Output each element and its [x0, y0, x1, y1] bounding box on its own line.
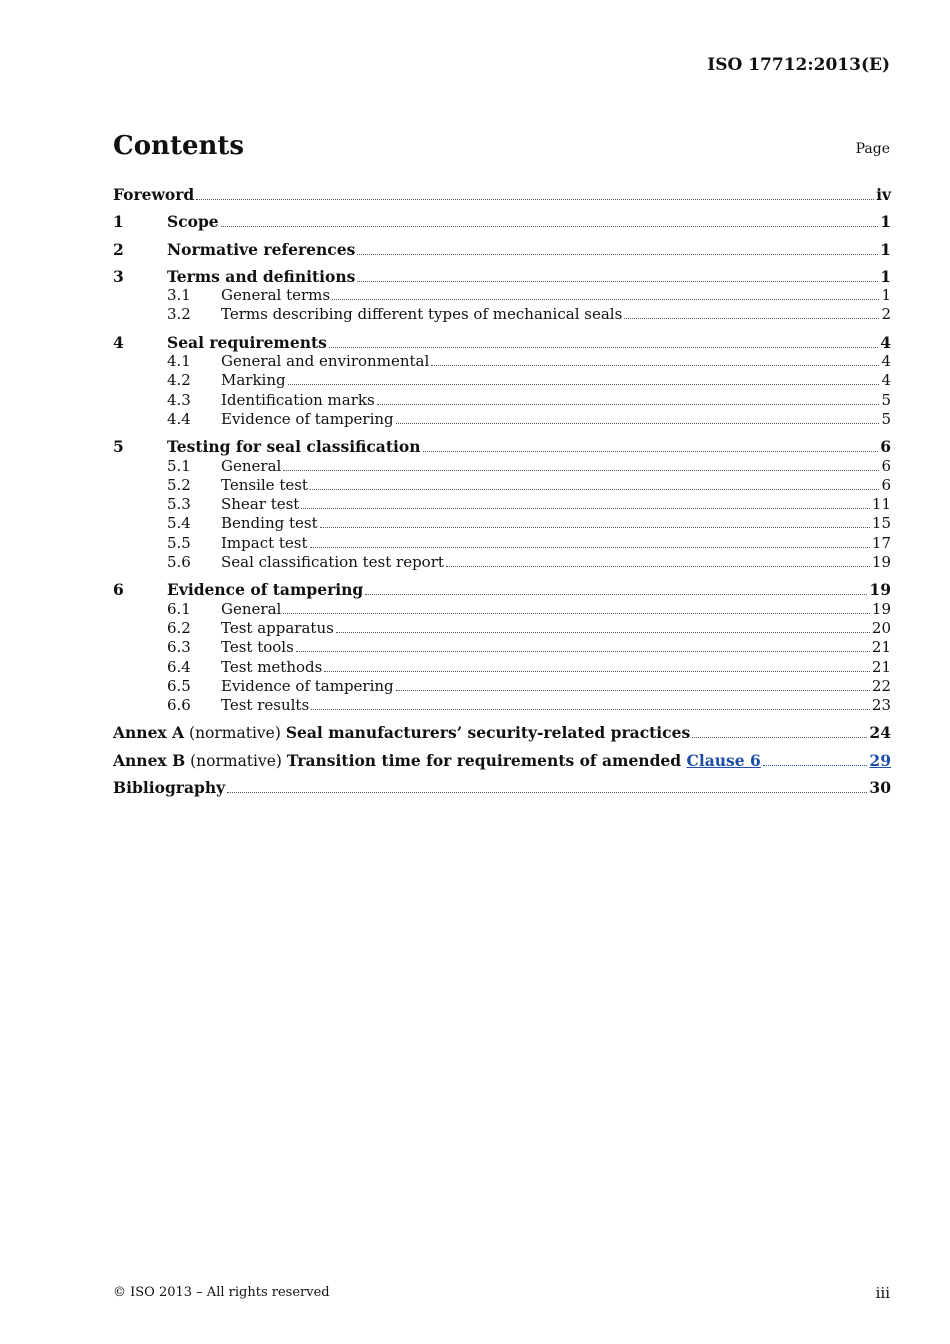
dot-leader: [283, 470, 879, 471]
toc-title: Evidence of tampering: [221, 676, 394, 695]
annex-a-label: Annex A: [113, 723, 185, 743]
toc-subentry[interactable]: [113, 658, 891, 677]
toc-title: Identification marks: [221, 390, 375, 409]
toc-page: 21: [871, 638, 891, 657]
dot-leader: [332, 299, 879, 300]
toc-title: General and environmental: [221, 352, 430, 371]
dot-leader: [296, 651, 870, 652]
toc-number: 4.2: [167, 371, 191, 390]
toc-page: 4: [881, 352, 891, 371]
toc-page: 15: [871, 514, 891, 533]
toc-entry-bibliography[interactable]: [113, 778, 891, 797]
copyright-notice: © ISO 2013 – All rights reserved: [113, 1285, 330, 1300]
toc-title: General: [221, 456, 282, 475]
toc-number: 6.3: [167, 638, 191, 657]
annex-b-kind: (normative): [185, 751, 287, 770]
toc-number: 5.3: [167, 495, 191, 514]
dot-leader: [320, 527, 870, 528]
toc-title: Test results: [221, 696, 310, 715]
dot-leader: [446, 566, 870, 567]
toc-number: 6: [113, 580, 124, 600]
dot-leader: [324, 671, 870, 672]
toc-title: Test methods: [221, 657, 323, 676]
toc-title: Shear test: [221, 495, 300, 514]
toc-title: Tensile test: [221, 475, 308, 494]
contents-heading: Contents: [113, 131, 245, 161]
toc-page: 5: [881, 409, 891, 428]
bibliography-title: Bibliography: [113, 778, 226, 798]
toc-title: Marking: [221, 371, 286, 390]
toc-number: 4: [113, 332, 124, 352]
toc-number: 5.4: [167, 514, 191, 533]
bibliography-page: 30: [869, 778, 891, 798]
toc-subentry[interactable]: [113, 352, 891, 371]
toc-page: 19: [871, 553, 891, 572]
toc-page: iv: [876, 185, 891, 204]
dot-leader: [227, 792, 867, 793]
toc-number: 4.1: [167, 352, 191, 371]
toc-groups: [113, 185, 891, 715]
dot-leader: [329, 347, 878, 348]
toc-subentry[interactable]: [113, 553, 891, 572]
annex-b-title: Transition time for requirements of amended: [286, 750, 687, 770]
toc-page: 6: [881, 475, 891, 494]
toc-number: 6.1: [167, 599, 191, 618]
toc-title: Terms describing different types of mechanical seals: [221, 305, 623, 324]
toc-page: 5: [881, 390, 891, 409]
toc-entry[interactable]: [113, 240, 891, 259]
clause-6-link[interactable]: Clause 6: [686, 750, 761, 770]
toc-entry[interactable]: [113, 267, 891, 286]
toc-subentry[interactable]: [113, 305, 891, 324]
dot-leader: [624, 318, 879, 319]
toc-page: 19: [869, 580, 891, 600]
toc-group: [113, 212, 891, 231]
toc-bibliography: [113, 778, 891, 797]
dot-leader: [396, 423, 880, 424]
toc-title: Test tools: [221, 638, 294, 657]
dot-leader: [423, 451, 879, 452]
toc-page: 19: [871, 599, 891, 618]
dot-leader: [692, 737, 867, 738]
toc-subentry[interactable]: [113, 495, 891, 514]
dot-leader: [301, 508, 870, 509]
toc-page: 20: [871, 618, 891, 637]
toc-page: 1: [880, 266, 891, 286]
toc-title: Seal requirements: [167, 332, 327, 352]
toc-subentry[interactable]: [113, 534, 891, 553]
toc-number: 2: [113, 239, 124, 259]
annex-a-kind: (normative): [184, 724, 286, 743]
toc-page: 11: [871, 495, 891, 514]
dot-leader: [221, 226, 879, 227]
toc-title: Seal classification test report: [221, 553, 444, 572]
toc-entry[interactable]: [113, 580, 891, 599]
toc-page: 1: [880, 212, 891, 232]
toc-group: [113, 437, 891, 572]
toc-title: Scope: [167, 212, 219, 232]
toc-number: 3.1: [167, 286, 191, 305]
toc-page: 2: [881, 305, 891, 324]
page-column-label: Page: [855, 141, 890, 157]
toc-subentry[interactable]: [113, 286, 891, 305]
toc-group: [113, 580, 891, 715]
dot-leader: [196, 199, 874, 200]
toc-title: Evidence of tampering: [221, 409, 394, 428]
toc-subentry[interactable]: [113, 371, 891, 390]
dot-leader: [377, 404, 880, 405]
annex-a-page: 24: [869, 723, 891, 743]
toc-page: 21: [871, 657, 891, 676]
toc-group: [113, 333, 891, 429]
annex-b-label: Annex B: [113, 750, 186, 770]
toc-page: 1: [881, 286, 891, 305]
annex-a-title: Seal manufacturers’ security-related practices: [285, 723, 691, 743]
toc-page: 6: [880, 437, 891, 457]
toc-subentry[interactable]: [113, 600, 891, 619]
toc-page: 23: [871, 696, 891, 715]
toc-page: 1: [880, 239, 891, 259]
dot-leader: [283, 613, 870, 614]
toc-entry[interactable]: [113, 333, 891, 352]
toc-number: 4.3: [167, 390, 191, 409]
dot-leader: [357, 281, 878, 282]
toc-number: 6.5: [167, 676, 191, 695]
dot-leader: [431, 365, 879, 366]
toc-number: 6.6: [167, 696, 191, 715]
toc-annex-b: [113, 751, 891, 770]
annex-b-page-link[interactable]: 29: [869, 750, 891, 770]
toc-subentry[interactable]: [113, 638, 891, 657]
toc-title: Test apparatus: [221, 618, 334, 637]
toc-number: 4.4: [167, 409, 191, 428]
toc-subentry[interactable]: [113, 619, 891, 638]
toc-annex-a: [113, 723, 891, 742]
toc-title: General: [221, 599, 282, 618]
toc-number: 5.5: [167, 533, 191, 552]
toc-subentry[interactable]: [113, 457, 891, 476]
toc-page: 4: [881, 371, 891, 390]
toc-title: Terms and definitions: [167, 266, 356, 286]
page-number: iii: [875, 1284, 890, 1302]
toc-subentry[interactable]: [113, 696, 891, 715]
toc-page: 4: [880, 332, 891, 352]
document-id: ISO 17712:2013(E): [707, 55, 890, 75]
toc-title: Normative references: [167, 239, 356, 259]
dot-leader: [365, 594, 867, 595]
toc-number: 5.6: [167, 553, 191, 572]
toc-group: [113, 185, 891, 204]
dot-leader: [357, 254, 878, 255]
toc-group: [113, 267, 891, 325]
toc-title: General terms: [221, 286, 331, 305]
toc-subentry[interactable]: [113, 476, 891, 495]
toc-number: 6.4: [167, 657, 191, 676]
toc-number: 3: [113, 266, 124, 286]
toc-title: Foreword: [113, 185, 195, 204]
toc-entry[interactable]: [113, 437, 891, 456]
dot-leader: [763, 765, 868, 766]
toc-entry-annex-a[interactable]: [113, 723, 891, 742]
toc-page: 6: [881, 456, 891, 475]
dot-leader: [288, 384, 880, 385]
toc-number: 6.2: [167, 618, 191, 637]
toc-subentry[interactable]: [113, 677, 891, 696]
toc-entry[interactable]: [113, 212, 891, 231]
dot-leader: [396, 690, 870, 691]
dot-leader: [310, 547, 870, 548]
toc-number: 5.2: [167, 475, 191, 494]
toc-entry[interactable]: [113, 185, 891, 204]
toc-title: Testing for seal classification: [167, 437, 421, 457]
toc-subentry[interactable]: [113, 514, 891, 533]
toc-title: Impact test: [221, 533, 308, 552]
toc-subentry[interactable]: [113, 410, 891, 429]
dot-leader: [336, 632, 870, 633]
dot-leader: [310, 489, 880, 490]
toc-title: Bending test: [221, 514, 318, 533]
toc-number: 5.1: [167, 456, 191, 475]
toc-group: [113, 240, 891, 259]
dot-leader: [311, 709, 870, 710]
toc-subentry[interactable]: [113, 391, 891, 410]
toc-page: 22: [871, 676, 891, 695]
toc-page: 17: [871, 533, 891, 552]
toc-entry-annex-b[interactable]: [113, 751, 891, 770]
table-of-contents: [113, 185, 891, 805]
toc-number: 3.2: [167, 305, 191, 324]
toc-number: 5: [113, 437, 124, 457]
toc-number: 1: [113, 212, 124, 232]
toc-title: Evidence of tampering: [167, 580, 364, 600]
